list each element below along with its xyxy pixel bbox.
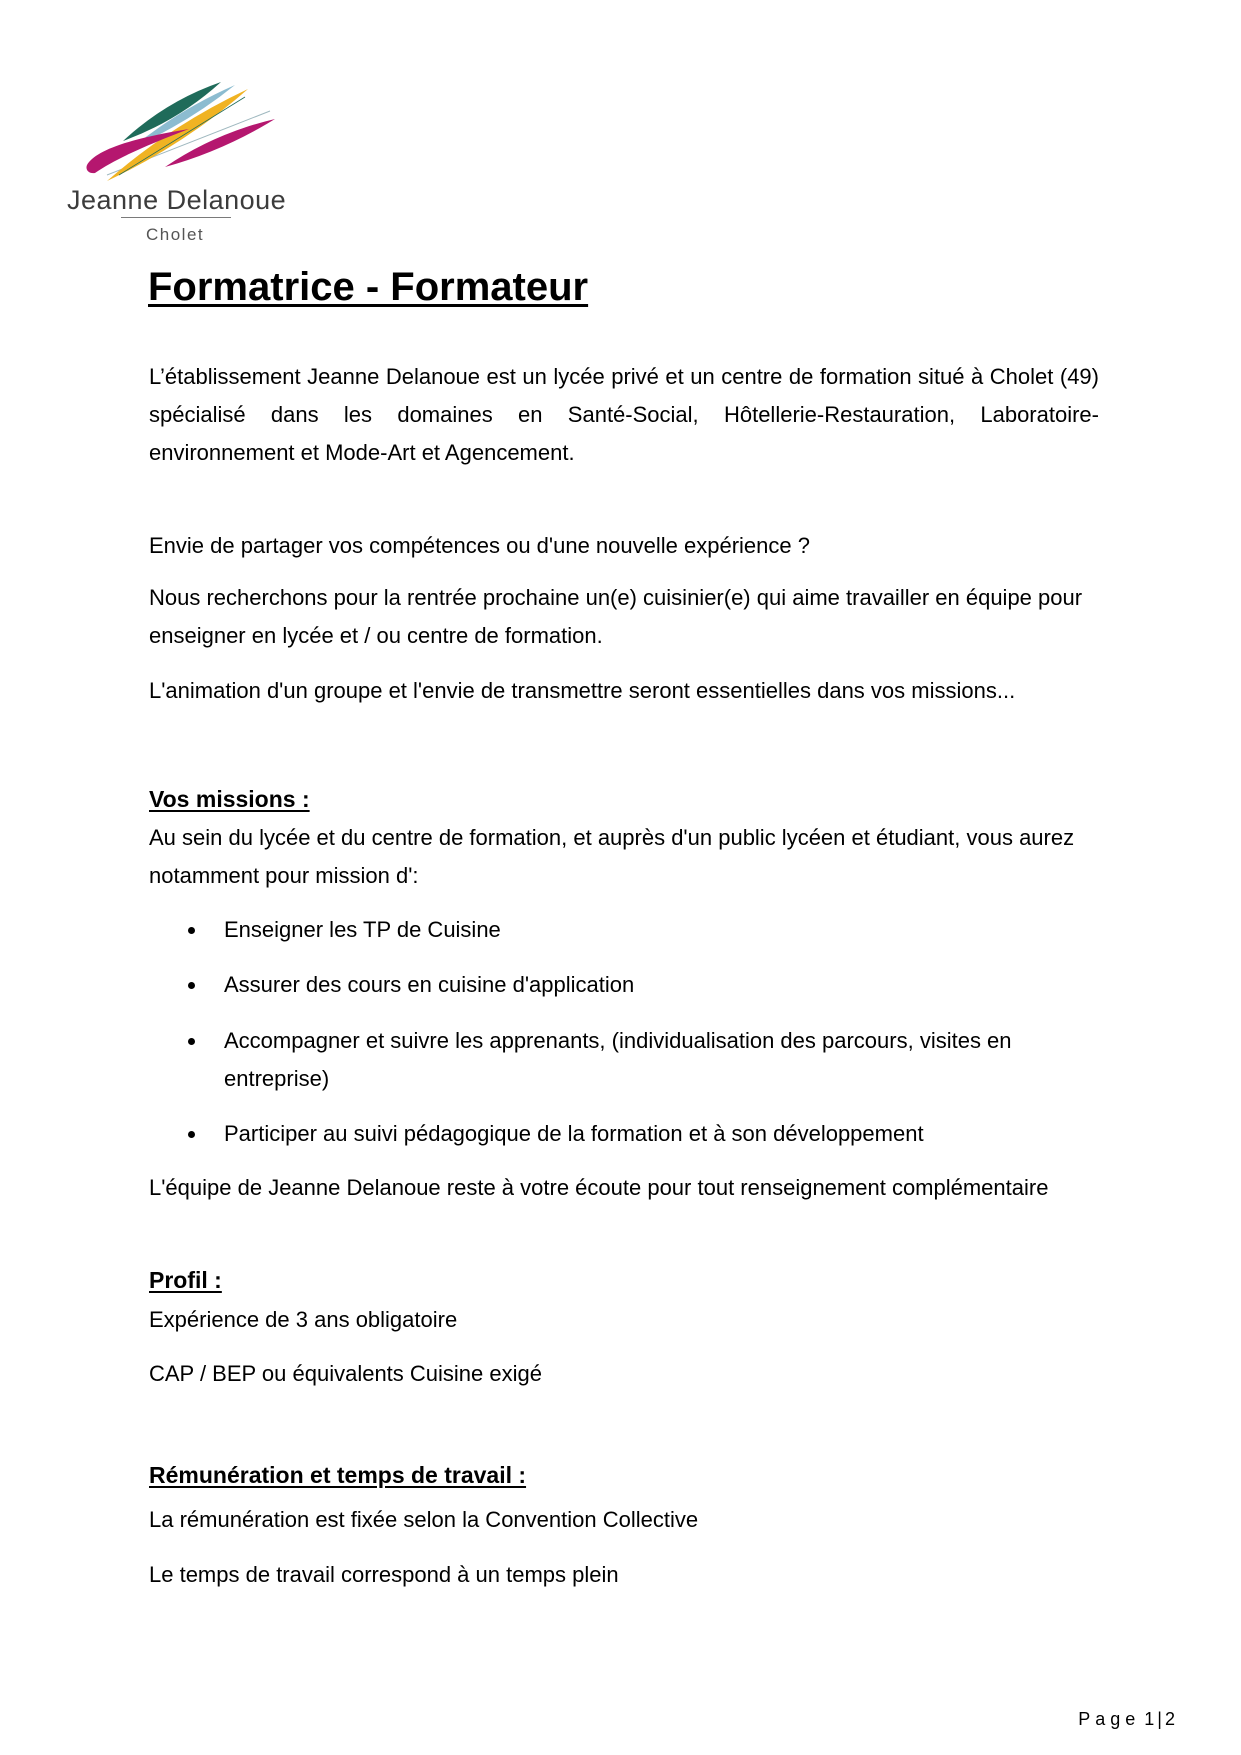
page-label: Page: [1078, 1709, 1141, 1729]
profile-line-block: [149, 1301, 457, 1339]
logo-city: Cholet: [146, 225, 205, 244]
intro-line: environnement et Mode-Art et Agencement.: [149, 440, 575, 465]
pay-line-block: [149, 1501, 698, 1539]
animation-paragraph: [149, 672, 1015, 710]
logo-divider: [121, 217, 231, 218]
profile-line-block: [149, 1355, 542, 1393]
missions-intro-line: Au sein du lycée et du centre de formation, et auprès d'un public lycéen et étudiant, vous aurez: [149, 825, 1075, 850]
list-item-text: entreprise): [224, 1066, 330, 1091]
profile-section-heading: [149, 1261, 222, 1299]
search-line: Nous recherchons pour la rentrée prochaine un(e) cuisinier(e) qui aime travailler en équipe pour: [149, 585, 1083, 610]
profile-line: CAP / BEP ou équivalents Cuisine exigé: [149, 1361, 542, 1386]
missions-intro-line: notamment pour mission d':: [149, 863, 419, 888]
page-number: 1|2: [1144, 1709, 1178, 1729]
logo-name: Jeanne Delanoue: [67, 185, 287, 215]
pay-line: Le temps de travail correspond à un temps plein: [149, 1562, 619, 1587]
logo-brush-strokes-icon: [85, 75, 285, 190]
page-footer: [1078, 1707, 1178, 1731]
missions-closing: [149, 1169, 1048, 1207]
list-item: [224, 911, 501, 949]
missions-intro: [149, 819, 1074, 895]
invite-paragraph: [149, 527, 810, 565]
profile-heading: Profil :: [149, 1267, 222, 1293]
pay-line-block: [149, 1556, 619, 1594]
list-item-text: Enseigner les TP de Cuisine: [224, 917, 501, 942]
pay-heading: Rémunération et temps de travail :: [149, 1462, 527, 1488]
missions-closing-text: L'équipe de Jeanne Delanoue reste à votre écoute pour tout renseignement complémentaire: [149, 1175, 1049, 1200]
bullet-icon: [188, 927, 195, 934]
missions-section-heading: [149, 780, 310, 818]
list-item-text: Accompagner et suivre les apprenants, (individualisation des parcours, visites en: [224, 1028, 1012, 1053]
list-item: [224, 966, 634, 1004]
list-item-text: Participer au suivi pédagogique de la formation et à son développement: [224, 1121, 924, 1146]
invite-text: Envie de partager vos compétences ou d'une nouvelle expérience ?: [149, 533, 810, 558]
intro-paragraph: [149, 358, 1099, 472]
search-paragraph: [149, 579, 1082, 655]
bullet-icon: [188, 982, 195, 989]
animation-text: L'animation d'un groupe et l'envie de transmettre seront essentielles dans vos missions...: [149, 678, 1016, 703]
bullet-icon: [188, 1131, 195, 1138]
list-item: [224, 1022, 1012, 1098]
search-line: enseigner en lycée et / ou centre de formation.: [149, 623, 603, 648]
missions-heading: Vos missions :: [149, 786, 310, 812]
intro-line: L’établissement Jeanne Delanoue est un lycée privé et un centre de formation situé à Cholet (49): [149, 364, 1099, 389]
list-item: [224, 1115, 924, 1153]
list-item-text: Assurer des cours en cuisine d'application: [224, 972, 635, 997]
page-title: Formatrice - Formateur: [148, 265, 589, 309]
profile-line: Expérience de 3 ans obligatoire: [149, 1307, 458, 1332]
pay-section-heading: [149, 1456, 526, 1494]
pay-line: La rémunération est fixée selon la Convention Collective: [149, 1507, 699, 1532]
intro-line: spécialisé dans les domaines en Santé-Social, Hôtellerie-Restauration, Laboratoire-: [149, 402, 1099, 427]
bullet-icon: [188, 1038, 195, 1045]
